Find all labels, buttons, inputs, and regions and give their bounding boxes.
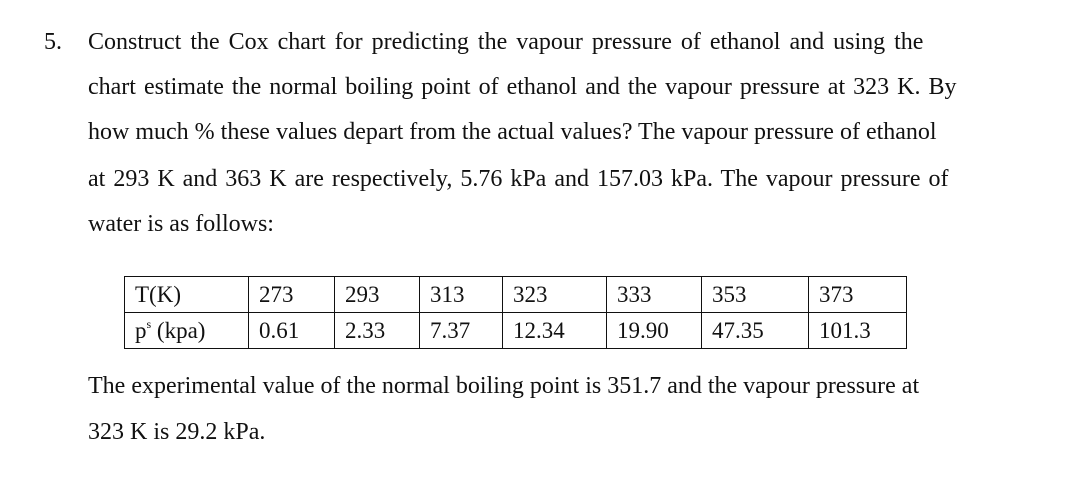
problem-line-2: chart estimate the normal boiling point of ethanol and the vapour pressure at 323 K. By (88, 74, 957, 100)
table-cell: 323 (503, 277, 607, 313)
table-cell: 12.34 (503, 313, 607, 349)
table-header-pressure (125, 313, 249, 349)
problem-line-1: Construct the Cox chart for predicting the vapour pressure of ethanol and using the (88, 29, 924, 55)
problem-number: 5. (44, 29, 62, 55)
table-cell: 2.33 (335, 313, 420, 349)
footer-line-2: 323 K is 29.2 kPa. (88, 419, 266, 445)
table-cell: 47.35 (702, 313, 809, 349)
table-cell: 0.61 (249, 313, 335, 349)
problem-line-3: how much % these values depart from the actual values? The vapour pressure of ethanol (88, 119, 937, 145)
problem-line-4: at 293 K and 363 K are respectively, 5.76 kPa and 157.03 kPa. The vapour pressure of (88, 166, 949, 192)
pressure-unit: (kpa) (151, 317, 206, 343)
table-cell: 101.3 (809, 313, 907, 349)
table-cell: 353 (702, 277, 809, 313)
table-cell: 313 (420, 277, 503, 313)
footer-line-1: The experimental value of the normal boiling point is 351.7 and the vapour pressure at (88, 373, 920, 399)
table-header-temperature: T(K) (125, 277, 249, 313)
water-vapour-pressure-table (124, 276, 907, 349)
table-cell: 273 (249, 277, 335, 313)
pressure-symbol: p (135, 317, 147, 343)
problem-line-5: water is as follows: (88, 211, 274, 237)
table-row-temperature (125, 277, 907, 313)
table-row-pressure (125, 313, 907, 349)
table-cell: 333 (607, 277, 702, 313)
table-cell: 7.37 (420, 313, 503, 349)
table-cell: 293 (335, 277, 420, 313)
pressure-superscript: s (146, 316, 152, 331)
table-cell: 373 (809, 277, 907, 313)
table-cell: 19.90 (607, 313, 702, 349)
